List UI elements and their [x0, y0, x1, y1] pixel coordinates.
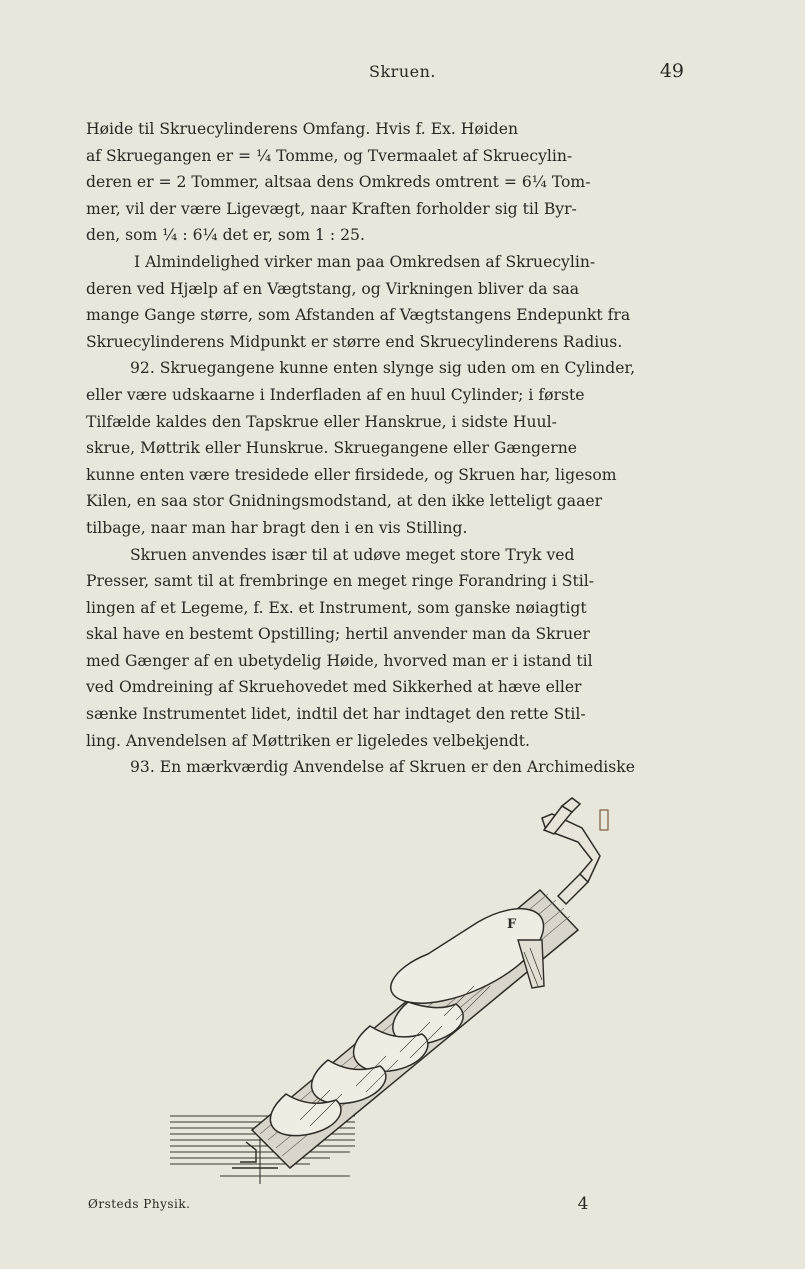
text-line: lingen af et Legeme, f. Ex. et Instrument, som ganske nøiagtigt: [86, 598, 587, 617]
text-line: deren ved Hjælp af en Vægtstang, og Virkningen bliver da saa: [86, 279, 580, 298]
text-line: sænke Instrumentet lidet, indtil det har indtaget den rette Stil-: [86, 705, 586, 724]
text-line: 92. Skruegangene kunne enten slynge sig uden om en Cylinder,: [130, 359, 636, 378]
text-line: den, som ¼ : 6¼ det er, som 1 : 25.: [86, 226, 365, 245]
text-line: I Almindelighed virker man paa Omkredsen af Skruecylin-: [134, 252, 596, 271]
text-line: ved Omdreining af Skruehovedet med Sikkerhed at hæve eller: [86, 678, 582, 697]
text-line: ling. Anvendelsen af Møttriken er ligeledes velbekjendt.: [86, 731, 530, 750]
text-line: Presser, samt til at frembringe en meget ringe Forandring i Stil-: [86, 572, 594, 591]
small-ornament: [600, 810, 608, 830]
text-line: Tilfælde kaldes den Tapskrue eller Hanskrue, i sidste Huul-: [86, 412, 557, 431]
text-line: Skruecylinderens Midpunkt er større end Skruecylinderens Radius.: [86, 332, 623, 351]
printer-signature: Ørsteds Physik.: [88, 1197, 191, 1211]
text-line: tilbage, naar man har bragt den i en vis Stilling.: [86, 518, 468, 537]
text-line: Skruen anvendes især til at udøve meget store Tryk ved: [130, 545, 575, 564]
text-line: kunne enten være tresidede eller firsidede, og Skruen har, ligesom: [86, 465, 617, 484]
text-line: mange Gange større, som Afstanden af Vægtstangens Endepunkt fra: [86, 306, 631, 325]
running-title: Skruen.: [369, 62, 436, 81]
text-line: Høide til Skruecylinderens Omfang. Hvis f. Ex. Høiden: [86, 120, 519, 138]
text-line: Kilen, en saa stor Gnidningsmodstand, at den ikke letteligt gaaer: [86, 492, 603, 511]
text-line: med Gænger af en ubetydelig Høide, hvorved man er i istand til: [86, 651, 593, 670]
text-line: 93. En mærkværdig Anvendelse af Skruen er den Archimediske: [130, 758, 635, 777]
text-line: eller være udskaarne i Inderfladen af en huul Cylinder; i første: [86, 385, 585, 404]
figure-label-f: F: [507, 917, 517, 932]
text-line: af Skruegangen er = ¼ Tomme, og Tvermaalet af Skruecylin-: [86, 146, 573, 165]
archimedes-screw-illustration: [160, 790, 630, 1185]
sheet-number: 4: [577, 1194, 589, 1214]
text-line: skrue, Møttrik eller Hunskrue. Skruegangene eller Gængerne: [86, 439, 577, 458]
text-line: skal have en bestemt Opstilling; hertil anvender man da Skruer: [86, 625, 590, 644]
page-number: 49: [659, 60, 684, 82]
text-line: deren er = 2 Tommer, altsaa dens Omkreds omtrent = 6¼ Tom-: [86, 173, 591, 192]
crank-handle: [542, 798, 600, 904]
text-line: mer, vil der være Ligevægt, naar Kraften forholder sig til Byr-: [86, 199, 577, 218]
body-text: [86, 116, 698, 781]
